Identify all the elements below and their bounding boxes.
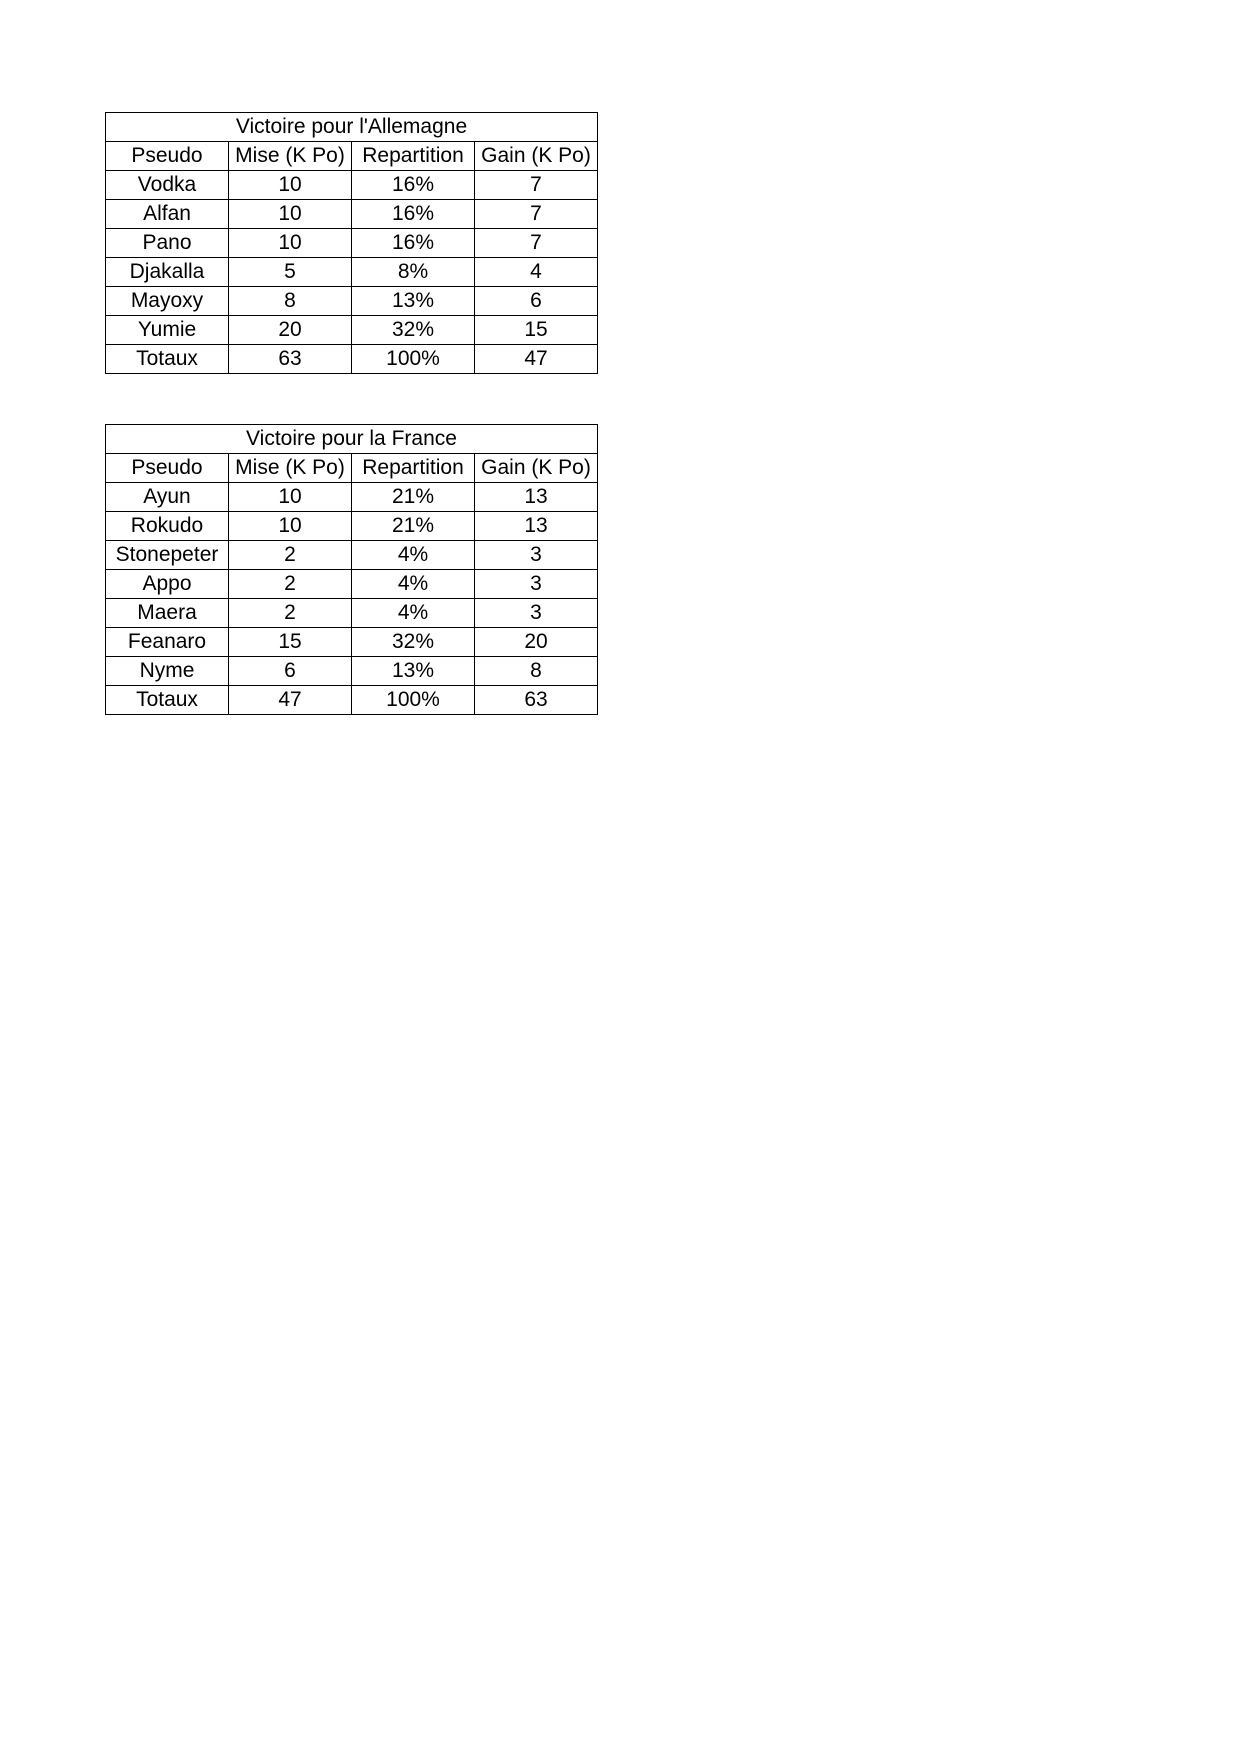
header-gain: Gain (K Po) xyxy=(475,454,598,483)
cell-mise: 20 xyxy=(229,316,352,345)
cell-repartition: 32% xyxy=(352,316,475,345)
cell-repartition: 32% xyxy=(352,628,475,657)
cell-pseudo: Pano xyxy=(106,229,229,258)
totals-gain: 63 xyxy=(475,686,598,715)
cell-repartition: 4% xyxy=(352,570,475,599)
cell-gain: 20 xyxy=(475,628,598,657)
cell-pseudo: Yumie xyxy=(106,316,229,345)
header-pseudo: Pseudo xyxy=(106,454,229,483)
cell-pseudo: Nyme xyxy=(106,657,229,686)
cell-mise: 8 xyxy=(229,287,352,316)
cell-mise: 2 xyxy=(229,541,352,570)
cell-gain: 3 xyxy=(475,541,598,570)
cell-repartition: 4% xyxy=(352,541,475,570)
cell-repartition: 16% xyxy=(352,171,475,200)
table-title: Victoire pour l'Allemagne xyxy=(106,113,598,142)
table-row xyxy=(106,599,598,628)
header-pseudo: Pseudo xyxy=(106,142,229,171)
cell-gain: 7 xyxy=(475,229,598,258)
cell-gain: 7 xyxy=(475,200,598,229)
table-row xyxy=(106,483,598,512)
cell-gain: 13 xyxy=(475,483,598,512)
totals-label: Totaux xyxy=(106,686,229,715)
cell-repartition: 21% xyxy=(352,512,475,541)
table-header-row xyxy=(106,142,598,171)
cell-mise: 10 xyxy=(229,483,352,512)
cell-repartition: 21% xyxy=(352,483,475,512)
table-header-row xyxy=(106,454,598,483)
cell-pseudo: Djakalla xyxy=(106,258,229,287)
france-victory-table xyxy=(105,424,598,715)
cell-mise: 15 xyxy=(229,628,352,657)
header-gain: Gain (K Po) xyxy=(475,142,598,171)
cell-pseudo: Vodka xyxy=(106,171,229,200)
cell-gain: 3 xyxy=(475,599,598,628)
header-mise: Mise (K Po) xyxy=(229,454,352,483)
totals-row xyxy=(106,345,598,374)
table-title-row xyxy=(106,425,598,454)
cell-pseudo: Maera xyxy=(106,599,229,628)
cell-repartition: 13% xyxy=(352,287,475,316)
table-title-row xyxy=(106,113,598,142)
cell-gain: 7 xyxy=(475,171,598,200)
totals-repartition: 100% xyxy=(352,686,475,715)
table-row xyxy=(106,657,598,686)
cell-gain: 13 xyxy=(475,512,598,541)
cell-gain: 8 xyxy=(475,657,598,686)
cell-gain: 4 xyxy=(475,258,598,287)
cell-mise: 6 xyxy=(229,657,352,686)
cell-repartition: 8% xyxy=(352,258,475,287)
table-title: Victoire pour la France xyxy=(106,425,598,454)
table-row xyxy=(106,512,598,541)
totals-row xyxy=(106,686,598,715)
table-row xyxy=(106,200,598,229)
totals-mise: 63 xyxy=(229,345,352,374)
totals-label: Totaux xyxy=(106,345,229,374)
table-row xyxy=(106,570,598,599)
table-row xyxy=(106,258,598,287)
cell-mise: 10 xyxy=(229,200,352,229)
totals-mise: 47 xyxy=(229,686,352,715)
cell-repartition: 16% xyxy=(352,200,475,229)
table-row xyxy=(106,316,598,345)
table-row xyxy=(106,628,598,657)
header-repartition: Repartition xyxy=(352,454,475,483)
cell-gain: 3 xyxy=(475,570,598,599)
table-row xyxy=(106,541,598,570)
cell-pseudo: Alfan xyxy=(106,200,229,229)
cell-mise: 10 xyxy=(229,229,352,258)
cell-gain: 6 xyxy=(475,287,598,316)
cell-pseudo: Ayun xyxy=(106,483,229,512)
table-row xyxy=(106,171,598,200)
germany-victory-table xyxy=(105,112,598,374)
cell-mise: 2 xyxy=(229,570,352,599)
cell-mise: 5 xyxy=(229,258,352,287)
totals-gain: 47 xyxy=(475,345,598,374)
totals-repartition: 100% xyxy=(352,345,475,374)
cell-mise: 2 xyxy=(229,599,352,628)
cell-repartition: 13% xyxy=(352,657,475,686)
table-row xyxy=(106,229,598,258)
cell-pseudo: Mayoxy xyxy=(106,287,229,316)
cell-pseudo: Rokudo xyxy=(106,512,229,541)
cell-pseudo: Feanaro xyxy=(106,628,229,657)
cell-gain: 15 xyxy=(475,316,598,345)
cell-mise: 10 xyxy=(229,171,352,200)
table-row xyxy=(106,287,598,316)
header-mise: Mise (K Po) xyxy=(229,142,352,171)
header-repartition: Repartition xyxy=(352,142,475,171)
cell-mise: 10 xyxy=(229,512,352,541)
cell-repartition: 4% xyxy=(352,599,475,628)
cell-repartition: 16% xyxy=(352,229,475,258)
cell-pseudo: Stonepeter xyxy=(106,541,229,570)
cell-pseudo: Appo xyxy=(106,570,229,599)
